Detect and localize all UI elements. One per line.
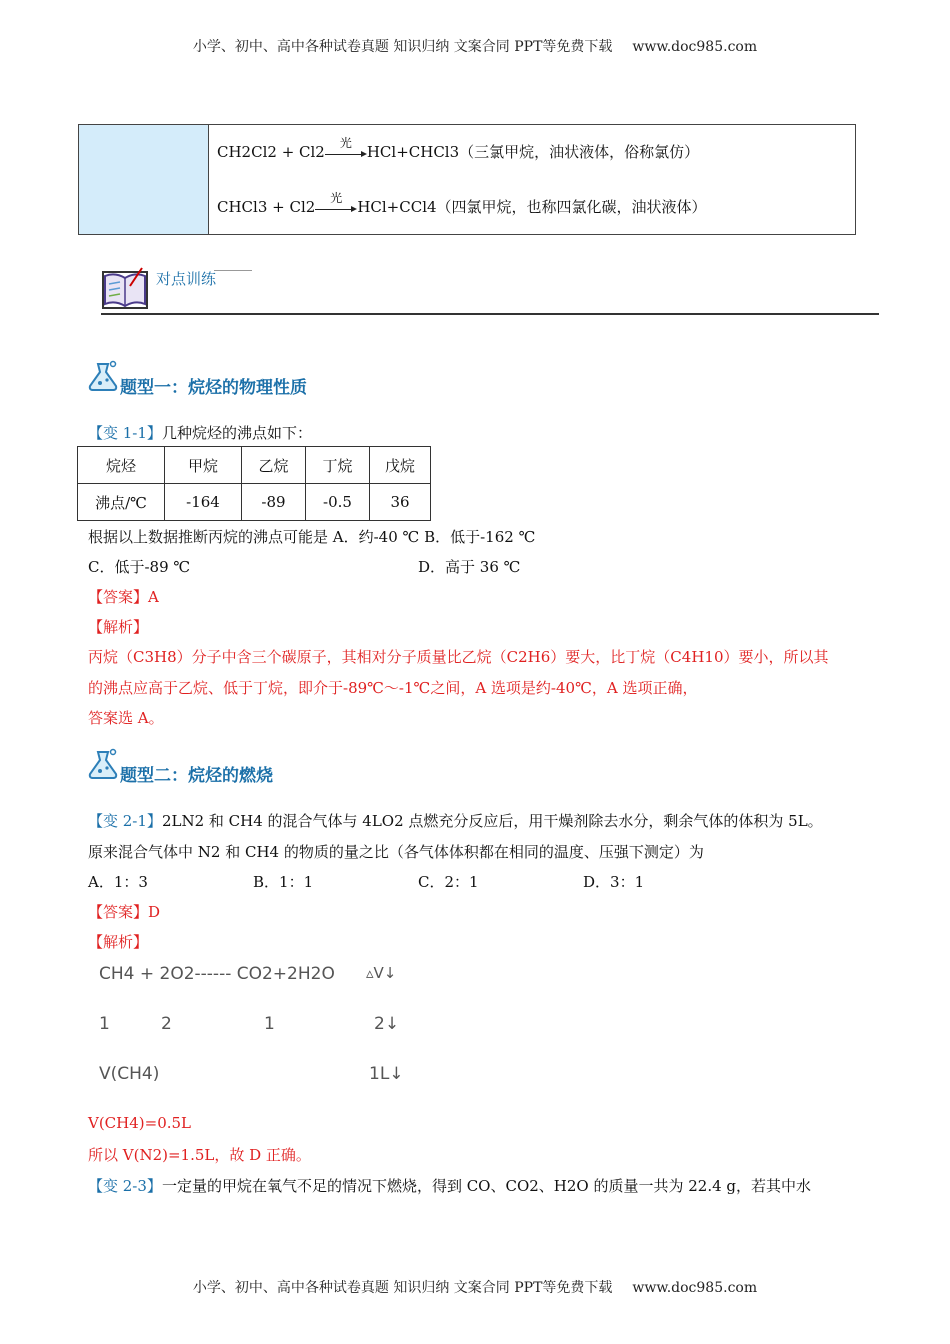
table-cell: 36 [370,484,431,521]
answer: 【答案】D [88,903,161,921]
working-value: 2 [161,1014,172,1034]
question-text: 2LN2 和 CH4 的混合气体与 4LO2 点燃充分反应后，用干燥剂除去水分，剩余气体的体积为 5L。 [161,812,823,830]
option-b: B．1：1 [253,873,314,891]
question-2-3 [88,1175,811,1196]
reaction-1-right: HCl+CHCl3（三氯甲烷，油状液体，俗称氯仿） [366,143,700,161]
question-tag: 【变 2-1】 [88,812,162,830]
analysis-label: 【解析】 [88,933,149,951]
question-line: 根据以上数据推断丙烷的沸点可能是 A．约-40 ℃ B．低于-162 ℃ [88,528,536,546]
table-cell: 戊烷 [370,447,431,484]
option-d: D．高于 36 ℃ [418,558,521,576]
reaction-table [78,124,856,235]
option-c: C．2：1 [418,873,479,891]
table-cell: 甲烷 [165,447,242,484]
question-tag: 【变 1-1】 [88,424,162,442]
table-cell: -89 [242,484,306,521]
book-icon [100,264,150,312]
light-arrow: 光 [325,146,367,160]
working-value: 1 [264,1014,275,1034]
working-delta-v: ▵V↓ [366,964,397,982]
footer-url[interactable]: www.doc985.com [632,1280,758,1296]
footer-text: 小学、初中、高中各种试卷真题 知识归纳 文案合同 PPT等免费下载 [192,1280,613,1296]
page-header [0,36,950,56]
table-cell: -164 [165,484,242,521]
reaction-2-right: HCl+CCl4（四氯甲烷，也称四氯化碳，油状液体） [357,198,707,216]
header-text: 小学、初中、高中各种试卷真题 知识归纳 文案合同 PPT等免费下载 [192,39,613,55]
boiling-point-table [77,446,431,521]
page-footer [0,1277,950,1297]
reaction-1 [217,136,700,162]
reaction-table-side-cell [79,125,209,234]
table-row [78,484,431,521]
light-arrow: 光 [315,201,357,215]
reaction-2 [217,191,707,217]
table-row [78,447,431,484]
table-cell: 沸点/℃ [78,484,165,521]
analysis-line: 答案选 A。 [88,709,164,727]
result-line: 所以 V(N2)=1.5L，故 D 正确。 [88,1146,311,1164]
table-cell: 乙烷 [242,447,306,484]
flask-icon [86,746,120,780]
option-a: A．1：3 [88,873,148,891]
question-text: 一定量的甲烷在氧气不足的情况下燃烧，得到 CO、CO2、H2O 的质量一共为 22.4 g，若其中水 [161,1177,812,1195]
working-value: 1 [99,1014,110,1034]
table-cell: 丁烷 [306,447,370,484]
reaction-2-left: CHCl3 + Cl2 [217,198,316,216]
option-d: D．3：1 [583,873,645,891]
section-1-title: 题型一：烷烃的物理性质 [120,378,307,398]
answer: 【答案】A [88,588,159,606]
analysis-line: 的沸点应高于乙烷、低于丁烷，即介于-89℃～-1℃之间，A 选项是约-40℃，A 选项正确， [88,679,698,697]
analysis-label: 【解析】 [88,618,149,636]
question-2-1 [88,810,823,831]
table-cell: -0.5 [306,484,370,521]
working-equation: CH4 + 2O2------ CO2+2H2O [99,964,335,984]
working-value: 2↓ [374,1014,400,1034]
training-title: 对点训练 [156,270,217,288]
flask-icon [86,358,120,392]
working-vch4: V(CH4) [99,1064,160,1084]
question-line: 原来混合气体中 N2 和 CH4 的物质的量之比（各气体体积都在相同的温度、压强下测定）为 [88,843,704,861]
reaction-1-left: CH2Cl2 + Cl2 [217,143,325,161]
section-2-title: 题型二：烷烃的燃烧 [120,766,273,786]
question-1-1 [88,422,312,443]
header-url[interactable]: www.doc985.com [632,39,758,55]
question-text: 几种烷烃的沸点如下： [161,424,312,442]
working-1l: 1L↓ [369,1064,404,1084]
question-tag: 【变 2-3】 [88,1177,162,1195]
table-cell: 烷烃 [78,447,165,484]
training-divider [101,313,879,315]
option-c: C．低于-89 ℃ [88,558,191,576]
training-underline [214,270,252,271]
analysis-line: 丙烷（C3H8）分子中含三个碳原子，其相对分子质量比乙烷（C2H6）要大，比丁烷（C4H10）要小，所以其 [88,648,829,666]
result-line: V(CH4)=0.5L [88,1114,192,1132]
